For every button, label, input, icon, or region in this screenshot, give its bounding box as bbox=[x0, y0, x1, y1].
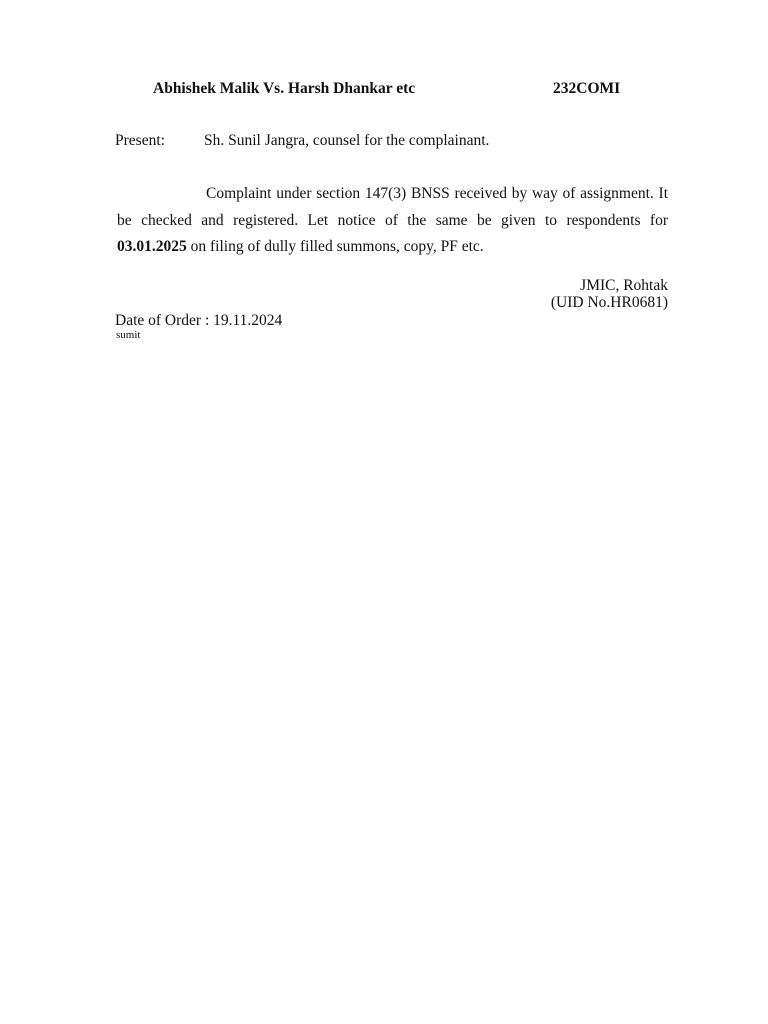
order-text-after-date: on filing of dully filled summons, copy, PF etc. bbox=[186, 238, 484, 255]
signature-designation: JMIC, Rohtak bbox=[580, 277, 668, 294]
signature-uid: (UID No.HR0681) bbox=[550, 294, 668, 311]
case-number: 232COMI bbox=[553, 80, 621, 97]
next-hearing-date: 03.01.2025 bbox=[117, 238, 187, 255]
order-text-before-date: Complaint under section 147(3) BNSS received by way of assignment. It be checked and registered. Let notice of the same be given to respondents for bbox=[117, 185, 668, 229]
typist-initials: sumit bbox=[116, 329, 141, 341]
present-text: Sh. Sunil Jangra, counsel for the complainant. bbox=[204, 132, 490, 149]
case-title: Abhishek Malik Vs. Harsh Dhankar etc bbox=[153, 80, 416, 97]
order-paragraph bbox=[117, 181, 668, 261]
present-label: Present: bbox=[115, 132, 165, 149]
date-of-order: Date of Order : 19.11.2024 bbox=[115, 312, 283, 329]
